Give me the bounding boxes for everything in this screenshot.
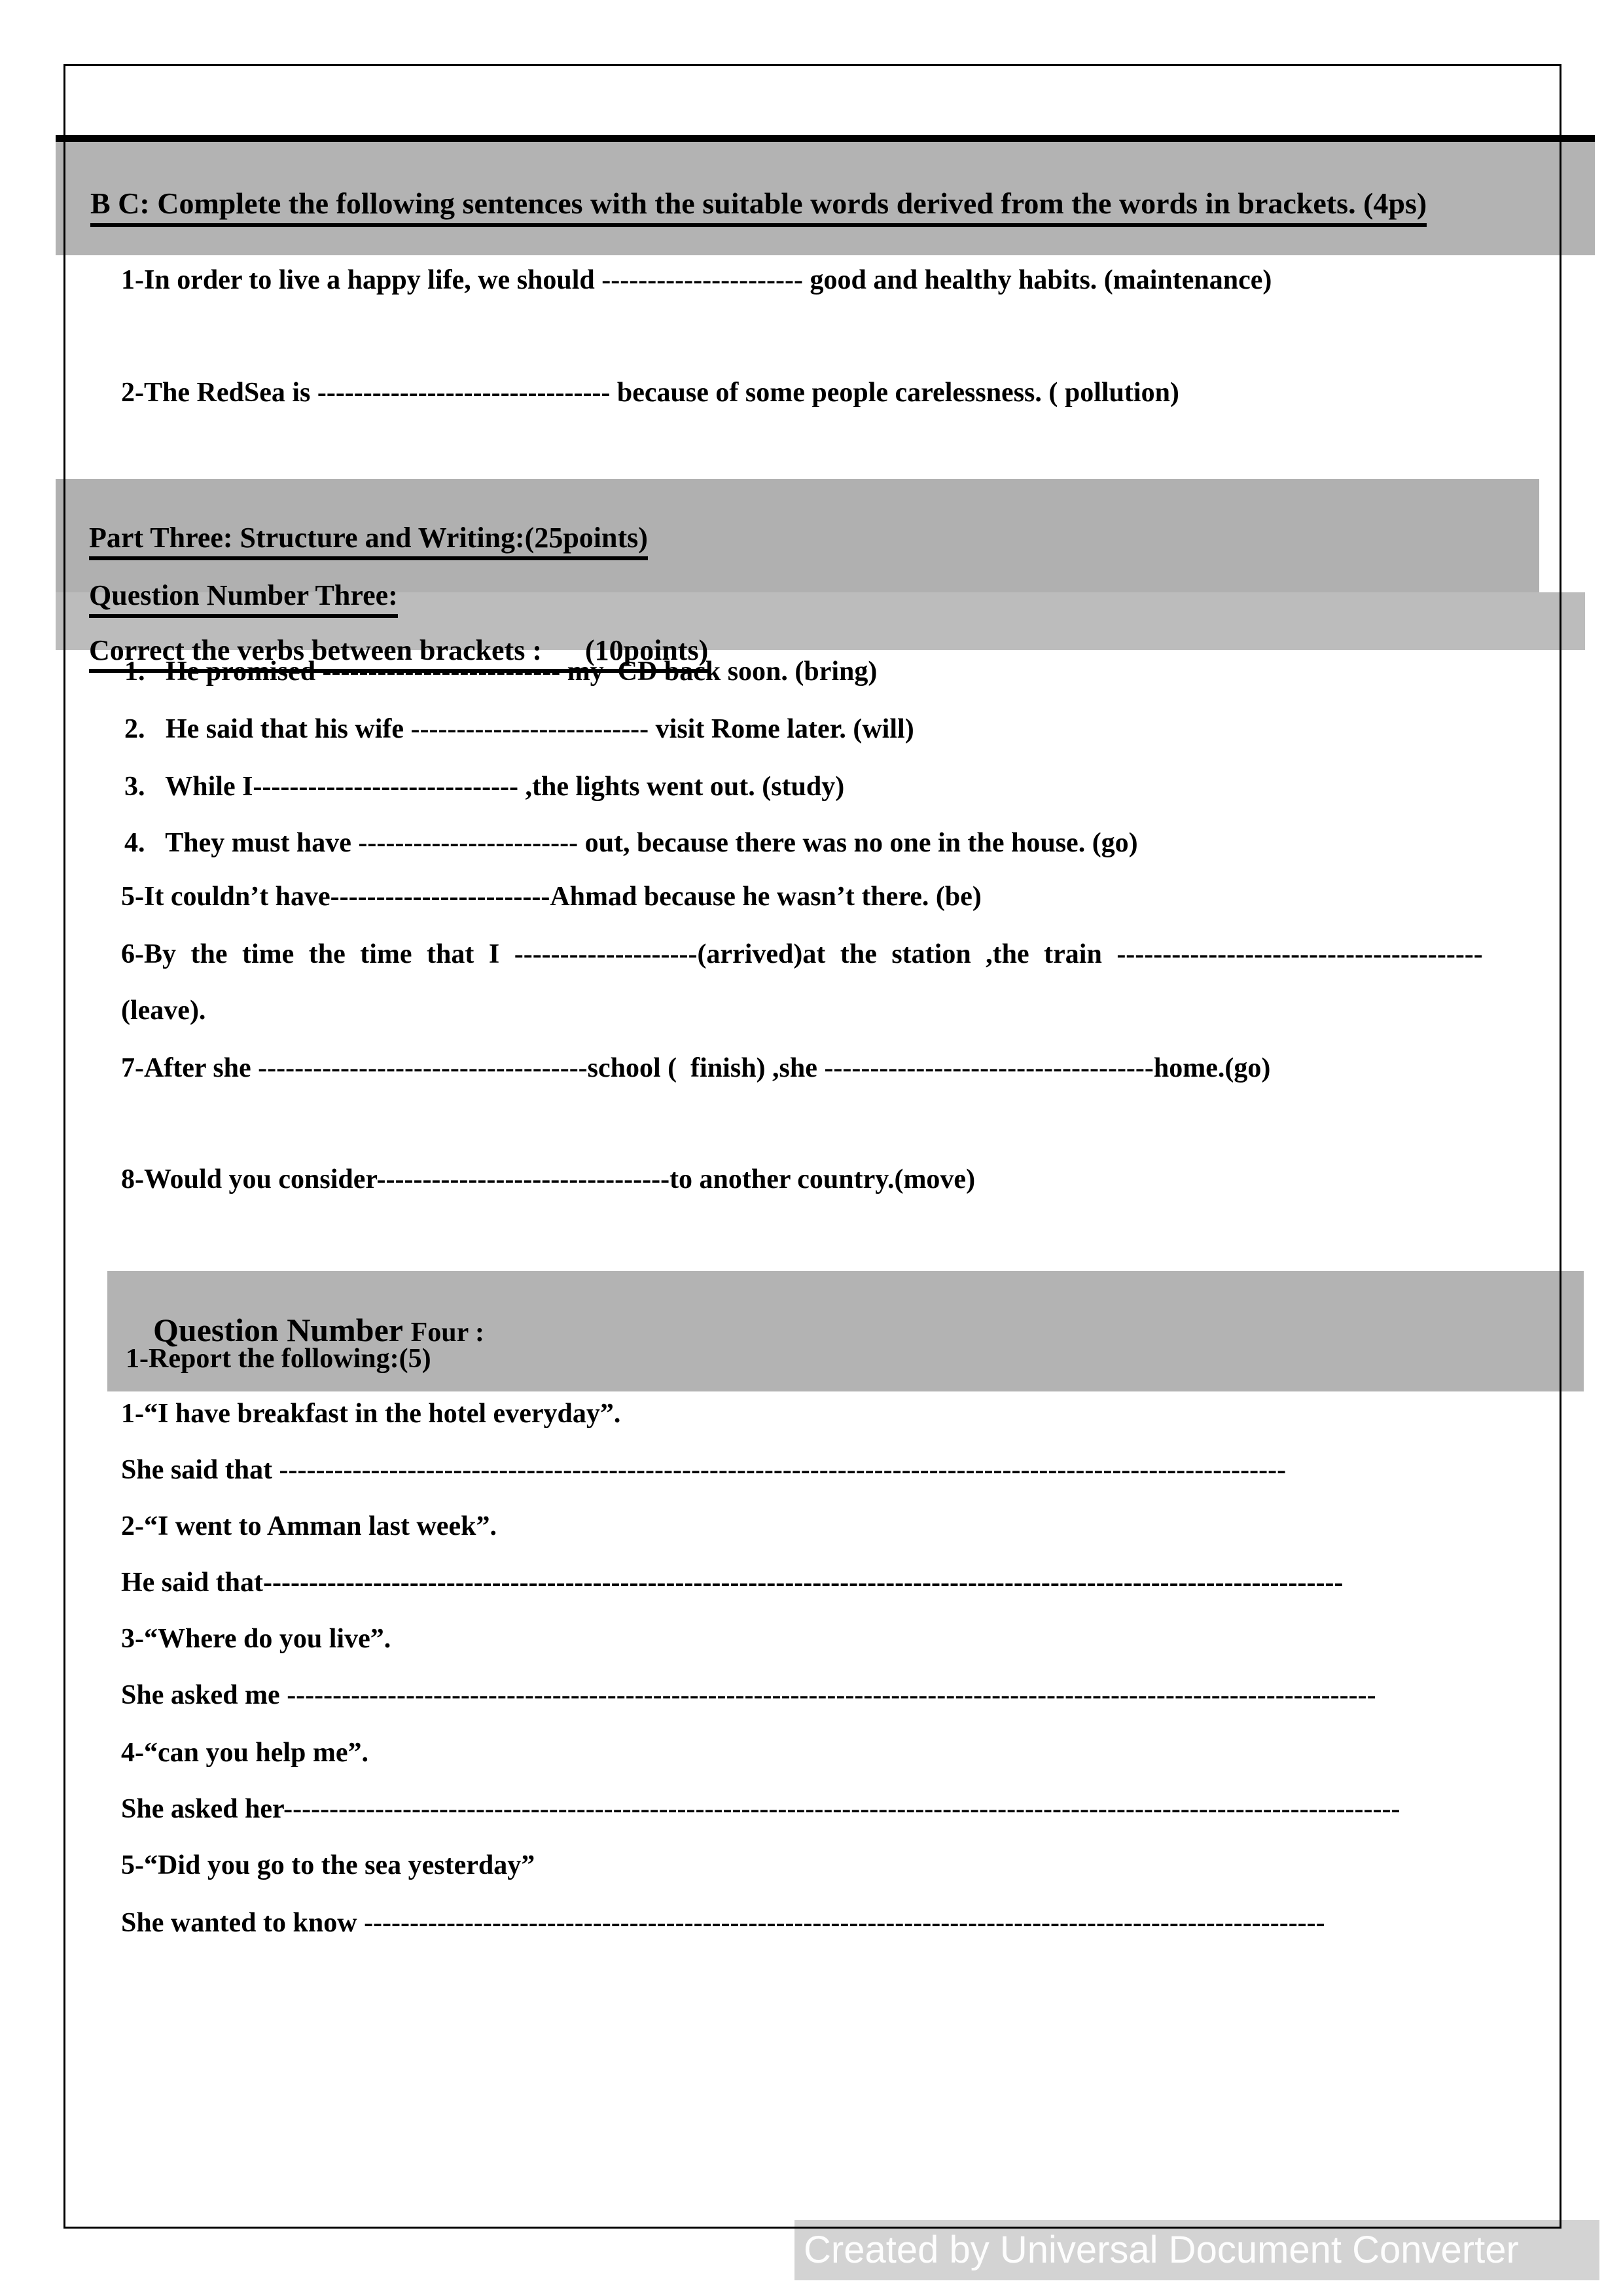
report-instruction: 1-Report the following:(5)	[126, 1344, 431, 1374]
section-b-item-1: 1-In order to live a happy life, we should ---------------------- good and healthy habits. (maintenance)	[121, 265, 1272, 295]
watermark-box	[794, 2220, 1599, 2280]
correct-verbs-instruction	[60, 601, 708, 706]
report-prompt-3: 3-“Where do you live”.	[121, 1624, 391, 1654]
verb-item-5: 5-It couldn’t have------------------------Ahmad because he wasn’t there. (be)	[121, 882, 982, 912]
verb-item-8: 8-Would you consider--------------------------------to another country.(move)	[121, 1164, 976, 1194]
part-three-heading-text: Part Three: Structure and Writing:(25points)	[89, 522, 648, 561]
report-response-3: She asked me -----------------------------------------------------------------------------------------------------------------------	[121, 1680, 1376, 1710]
report-prompt-4: 4-“can you help me”.	[121, 1738, 368, 1768]
section-b-heading	[60, 152, 1427, 262]
section-b-item-2: 2-The RedSea is -------------------------------- because of some people carelessness. ( pollution)	[121, 378, 1179, 408]
report-prompt-5: 5-“Did you go to the sea yesterday”	[121, 1850, 535, 1880]
report-response-4: She asked her--------------------------------------------------------------------------------------------------------------------------	[121, 1794, 1400, 1824]
verb-item-3: 3. While I----------------------------- ,the lights went out. (study)	[124, 772, 845, 802]
report-response-2: He said that----------------------------------------------------------------------------------------------------------------------	[121, 1568, 1344, 1598]
section-b-heading-text: B C: Complete the following sentences with the suitable words derived from the words in brackets. (4ps)	[90, 187, 1427, 227]
verb-item-6: 6-By the time the time that I --------------------(arrived)at the station ,the train ----------------------------------------	[121, 939, 1483, 969]
verb-item-7: 7-After she ------------------------------------school ( finish) ,she ------------------------------------home.(go)	[121, 1053, 1271, 1083]
report-prompt-1: 1-“I have breakfast in the hotel everyday”.	[121, 1399, 621, 1429]
question-three-heading-text: Question Number Three:	[89, 579, 398, 619]
report-response-5: She wanted to know ---------------------------------------------------------------------------------------------------------	[121, 1908, 1325, 1938]
verb-item-2: 2. He said that his wife -------------------------- visit Rome later. (will)	[124, 714, 914, 744]
verb-item-1: 1. He promised -------------------------- my CD back soon. (bring)	[124, 656, 878, 687]
section-b-top-bar	[56, 135, 1595, 142]
report-prompt-2: 2-“I went to Amman last week”.	[121, 1511, 497, 1541]
verb-item-4: 4. They must have ------------------------ out, because there was no one in the house. (go)	[124, 828, 1138, 858]
verb-item-6-continuation: (leave).	[121, 996, 206, 1026]
question-four-heading-sub: Four :	[410, 1318, 484, 1348]
question-four-heading-main: Question Number	[153, 1312, 411, 1349]
watermark-text: Created by Universal Document Converter	[804, 2229, 1519, 2271]
correct-verbs-instruction-text: Correct the verbs between brackets : (10points)	[89, 634, 708, 673]
report-response-1: She said that --------------------------------------------------------------------------------------------------------------	[121, 1455, 1287, 1485]
